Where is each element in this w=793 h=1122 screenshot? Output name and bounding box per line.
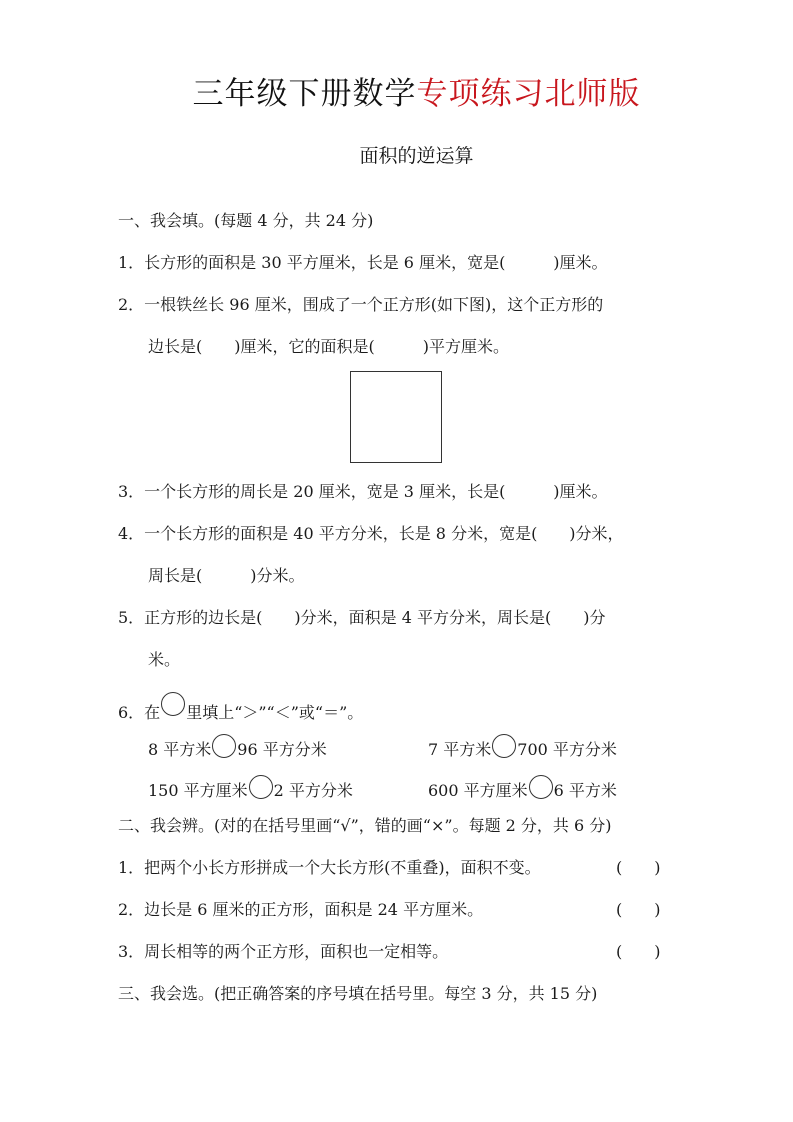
- square-figure: [350, 371, 442, 463]
- question-1-2-line1: 2．一根铁丝长 96 厘米，围成了一个正方形(如下图)，这个正方形的: [118, 295, 604, 314]
- comparison-right: 700 平方分米: [517, 740, 617, 759]
- section2-heading: 二、我会辨。(对的在括号里画“√”，错的画“×”。每题 2 分，共 6 分): [118, 816, 612, 835]
- comparison-item-3: [148, 775, 353, 802]
- title-black-part: 三年级下册数学: [192, 76, 417, 112]
- comparison-left: 600 平方厘米: [428, 781, 528, 800]
- comparison-item-1: [148, 734, 327, 761]
- question-1-5-line2: 米。: [148, 650, 181, 669]
- comparison-right: 96 平方分米: [237, 740, 327, 759]
- compare-circle-icon: [161, 692, 185, 716]
- question-1-4-line2: 周长是( )分米。: [148, 566, 305, 585]
- answer-circle-icon[interactable]: [212, 734, 236, 758]
- comparison-left: 8 平方米: [148, 740, 212, 759]
- judge-item-1-paren[interactable]: ( ): [616, 858, 661, 877]
- comparison-item-2: [428, 734, 617, 761]
- comparison-item-4: [428, 775, 617, 802]
- judge-item-2-paren[interactable]: ( ): [616, 900, 661, 919]
- section3-heading: 三、我会选。(把正确答案的序号填在括号里。每空 3 分，共 15 分): [118, 984, 598, 1003]
- judge-item-3-paren[interactable]: ( ): [616, 942, 661, 961]
- comparison-right: 2 平方分米: [273, 781, 353, 800]
- q6-prefix: 6．在: [118, 703, 161, 722]
- question-1-6: [118, 692, 363, 724]
- question-1-4-line1: 4．一个长方形的面积是 40 平方分米，长是 8 分米，宽是( )分米，: [118, 524, 624, 543]
- q6-suffix: 里填上“＞”“＜”或“＝”。: [186, 703, 364, 722]
- answer-circle-icon[interactable]: [249, 775, 273, 799]
- section1-heading: 一、我会填。(每题 4 分，共 24 分): [118, 211, 374, 230]
- question-1-2-line2: 边长是( )厘米，它的面积是( )平方厘米。: [148, 337, 509, 356]
- question-1-3: 3．一个长方形的周长是 20 厘米，宽是 3 厘米，长是( )厘米。: [118, 482, 608, 501]
- comparison-right: 6 平方米: [553, 781, 617, 800]
- comparison-left: 7 平方米: [428, 740, 492, 759]
- answer-circle-icon[interactable]: [492, 734, 516, 758]
- judge-item-1-text: 1．把两个小长方形拼成一个大长方形(不重叠)，面积不变。: [118, 858, 541, 877]
- title-red-part: 专项练习北师版: [416, 76, 641, 112]
- question-1-5-line1: 5．正方形的边长是( )分米，面积是 4 平方分米，周长是( )分: [118, 608, 606, 627]
- answer-circle-icon[interactable]: [529, 775, 553, 799]
- page-subtitle: 面积的逆运算: [359, 145, 474, 167]
- judge-item-3-text: 3．周长相等的两个正方形，面积也一定相等。: [118, 942, 449, 961]
- question-1-1: 1．长方形的面积是 30 平方厘米，长是 6 厘米，宽是( )厘米。: [118, 253, 608, 272]
- page-title: [0, 68, 793, 113]
- comparison-left: 150 平方厘米: [148, 781, 248, 800]
- judge-item-2-text: 2．边长是 6 厘米的正方形，面积是 24 平方厘米。: [118, 900, 484, 919]
